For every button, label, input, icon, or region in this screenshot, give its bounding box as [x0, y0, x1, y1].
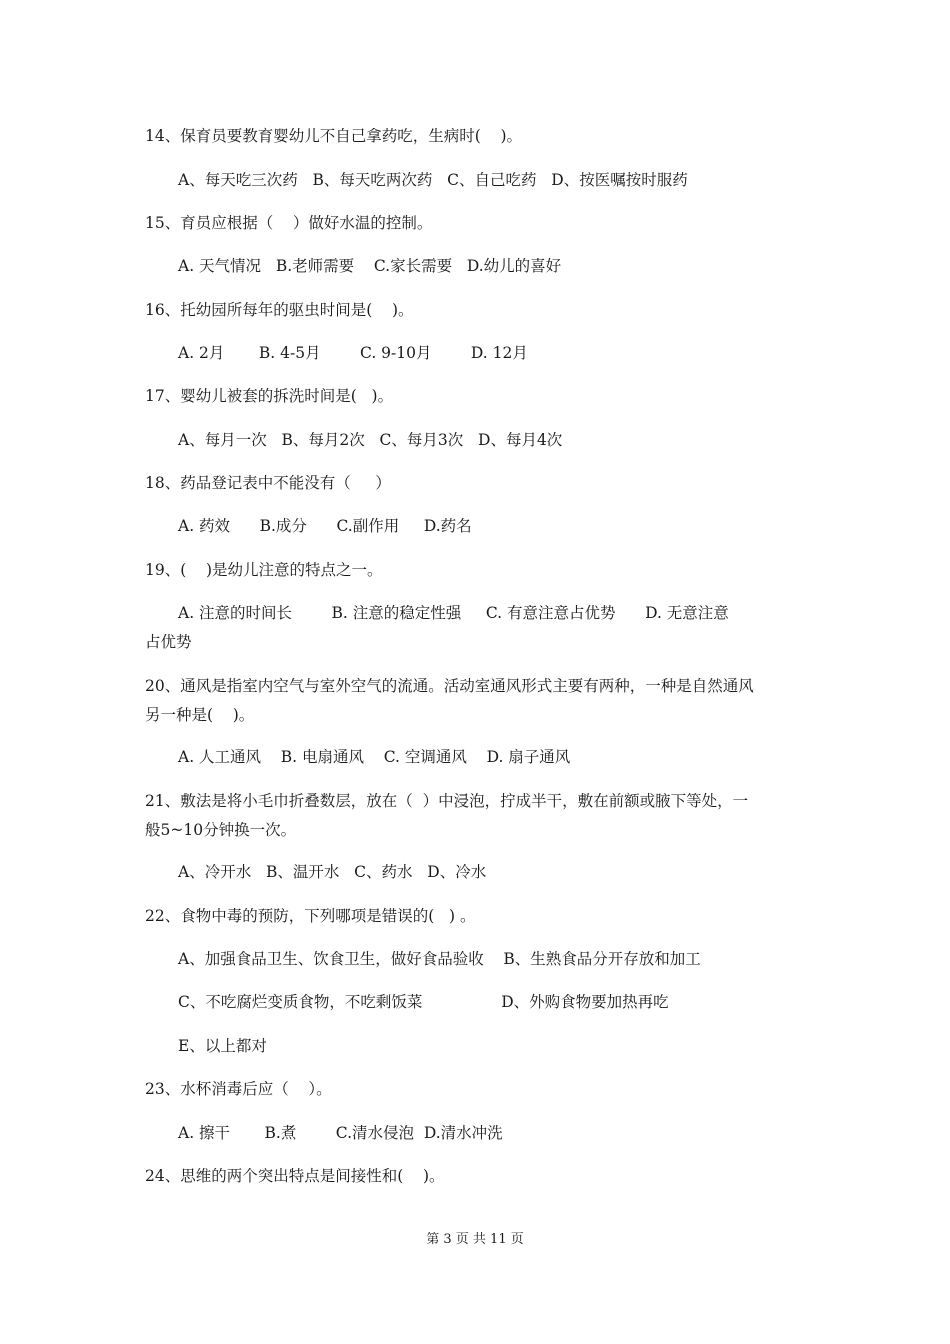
question-16: 16、托幼园所每年的驱虫时间是( )。	[145, 301, 414, 319]
question-18: 18、药品登记表中不能没有（ ）	[145, 474, 391, 492]
options-14: A、每天吃三次药 B、每天吃两次药 C、自己吃药 D、按医嘱按时服药	[178, 171, 688, 189]
options-21: A、冷开水 B、温开水 C、药水 D、冷水	[178, 863, 487, 881]
options-18: A. 药效 B.成分 C.副作用 D.药名	[178, 517, 472, 535]
question-20-continued: 另一种是( )。	[145, 706, 255, 724]
options-23: A. 擦干 B.煮 C.清水侵泡 D.清水冲洗	[178, 1124, 503, 1142]
options-17: A、每月一次 B、每月2次 C、每月3次 D、每月4次	[178, 431, 563, 449]
options-22-e: E、以上都对	[178, 1037, 267, 1055]
question-15: 15、育员应根据（ ）做好水温的控制。	[145, 214, 433, 232]
options-19-continued: 占优势	[145, 633, 192, 651]
options-15: A. 天气情况 B.老师需要 C.家长需要 D.幼儿的喜好	[178, 257, 562, 275]
question-24: 24、思维的两个突出特点是间接性和( )。	[145, 1167, 445, 1185]
options-22-cd: C、不吃腐烂变质食物，不吃剩饭菜 D、外购食物要加热再吃	[178, 993, 669, 1011]
question-22: 22、食物中毒的预防，下列哪项是错误的( ) 。	[145, 907, 476, 925]
question-21-continued: 般5~10分钟换一次。	[145, 821, 297, 839]
question-21: 21、敷法是将小毛巾折叠数层，放在（ ）中浸泡，拧成半干，敷在前额或腋下等处，一	[145, 792, 749, 810]
question-17: 17、婴幼儿被套的拆洗时间是( )。	[145, 387, 394, 405]
question-20: 20、通风是指室内空气与室外空气的流通。活动室通风形式主要有两种，一种是自然通风	[145, 677, 754, 695]
question-14: 14、保育员要教育婴幼儿不自己拿药吃，生病时( )。	[145, 127, 523, 145]
options-20: A. 人工通风 B. 电扇通风 C. 空调通风 D. 扇子通风	[178, 748, 571, 766]
question-23: 23、水杯消毒后应（ ）。	[145, 1080, 332, 1098]
options-16: A. 2月 B. 4-5月 C. 9-10月 D. 12月	[178, 344, 528, 362]
options-19: A. 注意的时间长 B. 注意的稳定性强 C. 有意注意占优势 D. 无意注意	[178, 604, 729, 622]
options-22-ab: A、加强食品卫生、饮食卫生，做好食品验收 B、生熟食品分开存放和加工	[178, 950, 701, 968]
question-19: 19、( )是幼儿注意的特点之一。	[145, 561, 383, 579]
page-footer: 第 3 页 共 11 页	[426, 1232, 524, 1247]
